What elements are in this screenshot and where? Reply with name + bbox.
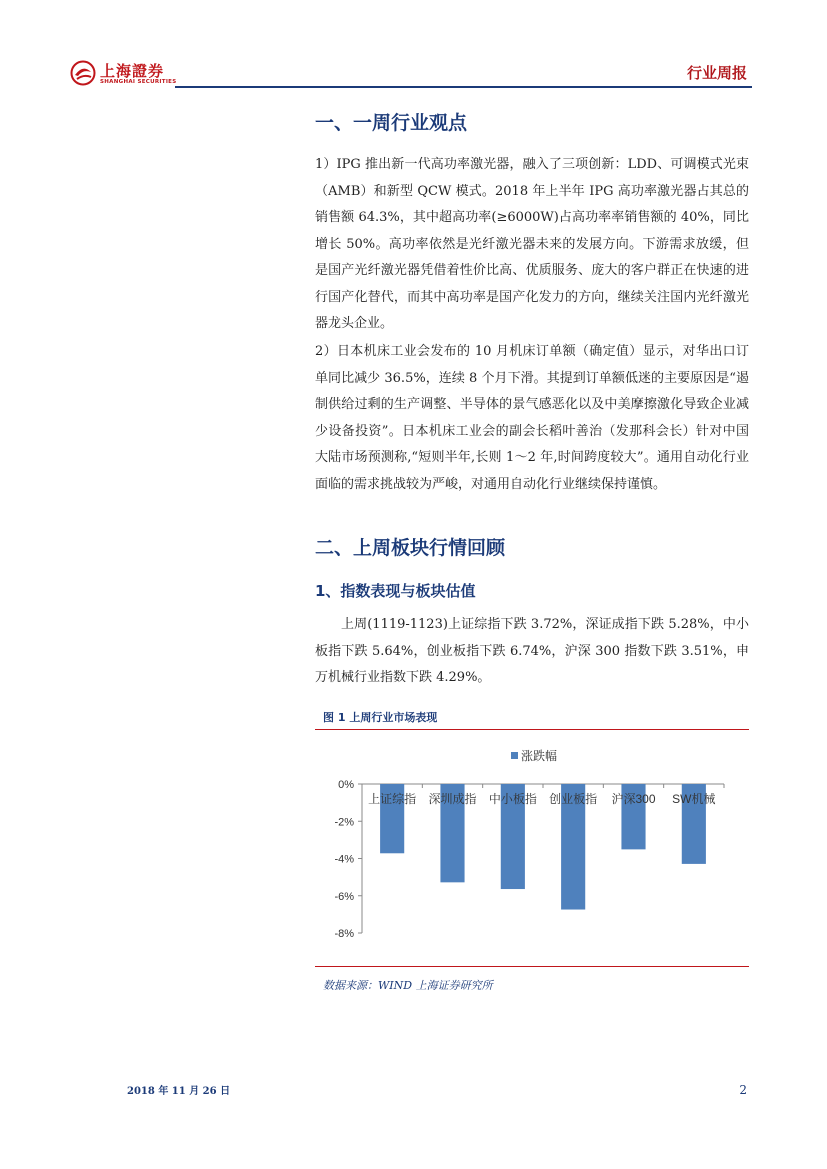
report-type: 行业周报 xyxy=(686,64,747,82)
figure-top-rule xyxy=(315,729,749,730)
x-tick-label: 创业板指 xyxy=(549,792,598,806)
y-tick-label: 0% xyxy=(338,779,354,791)
y-tick-label: -4% xyxy=(334,853,354,866)
figure-source: 数据来源：WIND 上海证券研究所 xyxy=(323,979,493,992)
bar-chart xyxy=(320,745,740,945)
legend-swatch xyxy=(511,752,518,759)
y-tick-label: -6% xyxy=(334,890,354,903)
figure-bottom-rule xyxy=(315,966,749,967)
x-tick-label: 中小板指 xyxy=(488,792,537,806)
y-tick-label: -8% xyxy=(334,928,354,940)
section2-paragraph: 上周(1119-1123)上证综指下跌 3.72%，深证成指下跌 5.28%，中小板指下跌 5.64%，创业板指下跌 6.74%，沪深 300 指数下跌 3.51%，申万机械行业指数下跌 4.29%。 xyxy=(315,617,749,685)
section1-paragraph-1: 1）IPG 推出新一代高功率激光器，融入了三项创新：LDD、可调模式光束（AMB）和新型 QCW 模式。2018 年上半年 IPG 高功率激光器占其总的销售额 64.3%，其中超高功率(≥6000W)占高功率率销售额的 40%，同比增长 50%。高功率依然是光纤激光器未来的发展方向。下游需求放缓，但是国产光纤激光器凭借着性价比高、优质服务、庞大的客户群正在快速的进行国产化替代，而其中高功率是国产化发力的方向，继续关注国内光纤激光器龙头企业。 xyxy=(315,157,749,331)
header-divider xyxy=(175,86,752,88)
chart-legend xyxy=(511,748,557,763)
section2-subtitle: 1、指数表现与板块估值 xyxy=(315,582,476,600)
y-tick-label: -2% xyxy=(334,816,354,829)
logo-subtitle: SHANGHAI SECURITIES xyxy=(100,79,177,85)
section1-title: 一、一周行业观点 xyxy=(315,112,468,134)
legend-label: 涨跌幅 xyxy=(521,749,558,763)
footer-date: 2018 年 11 月 26 日 xyxy=(127,1086,231,1097)
section2-title: 二、上周板块行情回顾 xyxy=(315,537,506,559)
page-number: 2 xyxy=(739,1083,747,1097)
x-tick-label: 沪深300 xyxy=(611,792,656,806)
x-axis-labels xyxy=(368,784,724,806)
section1-paragraph-2: 2）日本机床工业会发布的 10 月机床订单额（确定值）显示，对华出口订单同比减少 36.5%，连续 8 个月下滑。其提到订单额低迷的主要原因是“遏制供给过剩的生产调整、半导体的景气感恶化以及中美摩擦激化导致企业减少设备投资”。日本机床工业会的副会长稻叶善治（发那科会长）针对中国大陆市场预测称,“短则半年,长则 1～2 年,时间跨度较大”。通用自动化行业面临的需求挑战较为严峻，对通用自动化行业继续保持谨慎。 xyxy=(315,344,749,492)
brand-logo xyxy=(70,58,190,90)
x-tick-label: SW机械 xyxy=(672,792,716,806)
x-tick-label: 上证综指 xyxy=(368,792,417,806)
figure-title: 图 1 上周行业市场表现 xyxy=(323,711,438,724)
logo-emblem-icon xyxy=(70,60,96,86)
x-tick-label: 深圳成指 xyxy=(428,792,477,806)
logo-text: 上海證券 xyxy=(100,62,165,80)
